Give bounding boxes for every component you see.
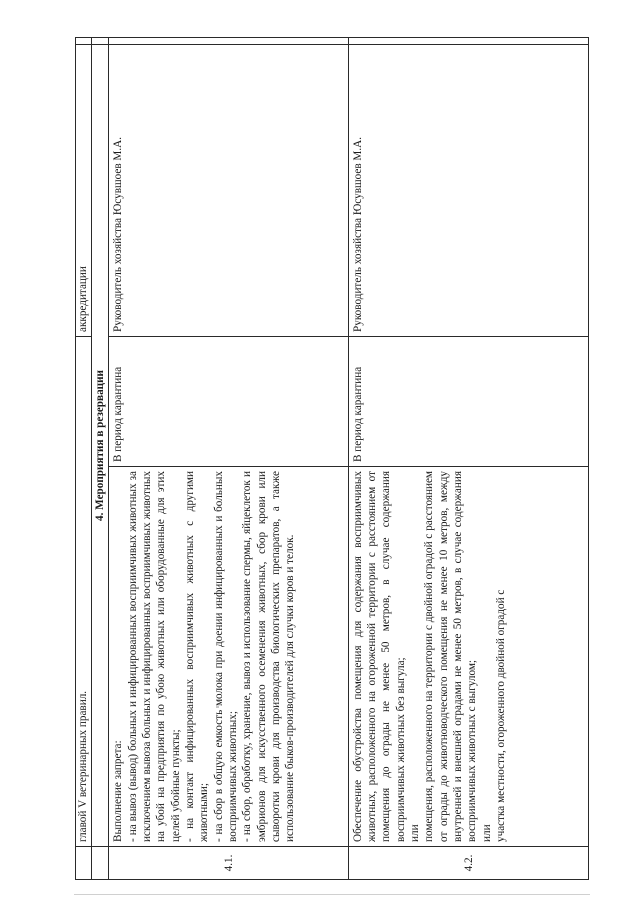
edge-cell: [348, 38, 588, 45]
row-number: 4.1.: [109, 847, 348, 880]
continued-accreditation-cell: аккредитации: [76, 45, 92, 337]
measure-line: - на контакт инфицированных восприимчивых животных с другими животными;: [184, 471, 211, 842]
edge-cell: [76, 38, 92, 45]
continued-text-cell: главой V ветеринарных правил.: [76, 337, 92, 847]
section-header-row: [92, 38, 109, 880]
section-title: 4. Мероприятия в резервации: [92, 45, 109, 847]
number-cell-empty: [92, 847, 109, 880]
table-row-4-2: [348, 38, 588, 880]
number-cell-empty: [76, 847, 92, 880]
measure-line: или: [409, 824, 422, 842]
row-number: 4.2.: [348, 847, 588, 880]
measure-line: - на сбор в общую емкость молока при доении инфицированных и больных восприимчивых животных;: [212, 471, 240, 842]
measure-line: - на вывоз (вывод) больных и инфицированных восприимчивых животных за исключением вывоза больных и инфицированных восприимчивых животных на убой на предприятия по убою животных или оборудованные для этих целей убойные пункты;: [126, 471, 182, 842]
responsible-cell: Руководитель хозяйства Юсувшоев М.А.: [109, 45, 348, 337]
edge-cell: [109, 38, 348, 45]
term-cell: В период карантина: [109, 337, 348, 467]
measure-line: участка местности, огороженного двойной оградой с: [494, 589, 507, 842]
term-cell: В период карантина: [348, 337, 588, 467]
measure-line: Выполнение запрета:: [112, 740, 125, 842]
rotated-document-page: [75, 38, 589, 880]
measure-cell: [109, 467, 348, 847]
page-bottom-rule: [74, 894, 590, 895]
edge-cell: [92, 38, 109, 45]
table-row-continued: [76, 38, 92, 880]
measure-line: Обеспечение обустройства помещения для содержания восприимчивых животных, расположенного на огороженной территории с расстоянием от помещения до ограды не менее 50 метров, в случае содержания восприимчивых животных без выгула;: [351, 471, 407, 842]
measure-line: или: [480, 824, 493, 842]
responsible-cell: Руководитель хозяйства Юсувшоев М.А.: [348, 45, 588, 337]
table-row-4-1: [109, 38, 348, 880]
measure-line: - на сбор, обработку, хранение, вывоз и использование спермы, яйцеклеток и эмбрионов для искусственного осеменения животных, сбор крови или сыворотки крови для производства биологических препаратов, а также использование быков-производителей для случки коров и телок.: [241, 471, 297, 842]
measure-line: помещения, расположенного на территории с двойной оградой с расстоянием от ограды до животноводческого помещения не менее 10 метров, между внутренней и внешней оградами не менее 50 метров, в случае содержания восприимчивых животных с выгулом;: [423, 471, 479, 842]
measure-cell: [348, 467, 588, 847]
quarantine-measures-table: [75, 37, 589, 880]
